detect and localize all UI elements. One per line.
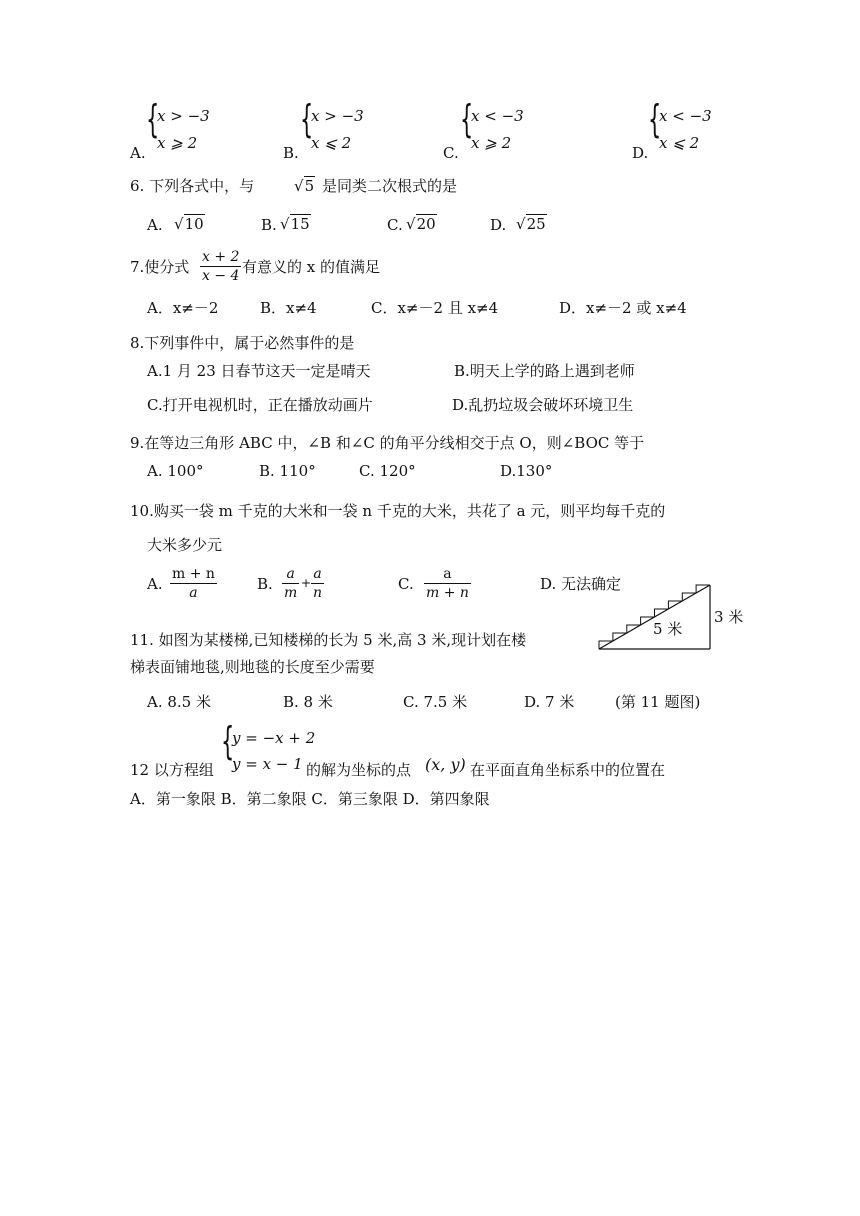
sqrt-icon: √	[294, 177, 304, 195]
q5-option-d-letter: D.	[632, 144, 649, 162]
q9-option-a: A. 100°	[147, 462, 204, 480]
q6-option-c-letter: C.	[387, 216, 403, 234]
q9-stem: 9.在等边三角形 ABC 中，∠B 和∠C 的角平分线相交于点 O，则∠BOC 等于	[130, 434, 645, 452]
q7-option-a: A．x≠－2	[147, 299, 219, 317]
q5-option-d-system: { x < −3 x ⩽ 2	[648, 97, 712, 152]
q7-suffix: 有意义的 x 的值满足	[242, 258, 380, 276]
q11-option-b: B. 8 米	[283, 693, 333, 711]
q10-option-b-plus: +	[301, 576, 312, 590]
q7-fraction: $\frac{x + 2}{x - 4}$	[202, 249, 240, 284]
q5-option-c-system: { x < −3 x ⩾ 2	[460, 97, 524, 152]
q10-stem-line1: 10.购买一袋 m 千克的大米和一袋 n 千克的大米，共花了 a 元，则平均每千克的	[130, 502, 666, 520]
q6-suffix: 是同类二次根式的是	[322, 177, 458, 195]
q6-option-b-radical: √15	[280, 215, 310, 233]
brace-icon: {	[648, 97, 662, 141]
q6-option-d-letter: D.	[490, 216, 507, 234]
sqrt-icon: √	[516, 215, 526, 233]
q11-caption: (第 11 题图)	[615, 693, 701, 711]
q10-option-c-fraction: $\frac{a}{m + n}$	[426, 566, 469, 601]
q9-option-b: B. 110°	[259, 462, 316, 480]
sqrt-icon: √	[280, 215, 290, 233]
q6-stem-radical: √5	[294, 177, 315, 195]
q6-option-c-radical: √20	[406, 215, 436, 233]
q7-prefix: 7.使分式	[130, 258, 190, 276]
q8-stem: 8.下列事件中，属于必然事件的是	[130, 334, 355, 352]
q7-option-b: B．x≠4	[260, 299, 317, 317]
q8-option-c: C.打开电视机时，正在播放动画片	[147, 396, 373, 414]
brace-icon: {	[146, 97, 160, 141]
q5-option-b-system: { x > −3 x ⩽ 2	[300, 97, 364, 152]
q11-stem-line2: 梯表面铺地毯,则地毯的长度至少需要	[130, 658, 375, 676]
q10-option-d: D. 无法确定	[540, 575, 622, 593]
q10-stem-line2: 大米多少元	[147, 536, 223, 554]
q12-options: A．第一象限 B．第二象限 C．第三象限 D．第四象限	[130, 790, 490, 808]
q6-option-a-radical: √10	[174, 215, 204, 233]
q5-option-a-system: { x > −3 x ⩾ 2	[146, 97, 210, 152]
q10-option-a-letter: A.	[147, 575, 163, 593]
staircase-figure	[598, 584, 758, 652]
brace-icon: {	[221, 719, 235, 763]
q8-option-a: A.1 月 23 日春节这天一定是晴天	[147, 362, 371, 380]
q12-suffix: 在平面直角坐标系中的位置在	[470, 761, 666, 779]
q5-option-c-letter: C.	[443, 144, 459, 162]
brace-icon: {	[460, 97, 474, 141]
q11-option-a: A. 8.5 米	[147, 693, 211, 711]
sqrt-icon: √	[174, 215, 184, 233]
q10-option-c-letter: C.	[398, 575, 414, 593]
q8-option-b: B.明天上学的路上遇到老师	[454, 362, 635, 380]
q7-option-d: D．x≠－2 或 x≠4	[559, 299, 687, 317]
q11-option-c: C. 7.5 米	[403, 693, 468, 711]
q11-option-d: D. 7 米	[524, 693, 575, 711]
q12-prefix: 12 以方程组	[130, 761, 214, 779]
q6-option-a-letter: A.	[147, 216, 163, 234]
sqrt-icon: √	[406, 215, 416, 233]
q5-option-a-letter: A.	[130, 144, 146, 162]
staircase-length-label: 5 米	[653, 620, 683, 638]
q12-middle: 的解为坐标的点	[306, 761, 412, 779]
q8-option-d: D.乱扔垃圾会破坏环境卫生	[452, 396, 634, 414]
q6-option-d-radical: √25	[516, 215, 546, 233]
brace-icon: {	[300, 97, 314, 141]
q12-point: (x, y)	[425, 755, 466, 774]
staircase-height-label: 3 米	[714, 608, 744, 626]
q5-option-b-letter: B.	[283, 144, 299, 162]
q6-prefix: 6. 下列各式中，与	[130, 177, 255, 195]
q9-option-d: D.130°	[500, 462, 553, 480]
q11-stem-line1: 11. 如图为某楼梯,已知楼梯的长为 5 米,高 3 米,现计划在楼	[130, 631, 527, 649]
q7-option-c: C．x≠－2 且 x≠4	[371, 299, 499, 317]
q10-option-b-fraction-1: $\frac{a}{m}$	[284, 566, 298, 601]
q10-option-a-fraction: $\frac{m + n}{a}$	[172, 566, 215, 601]
q12-equation-system: { y = −x + 2 y = x − 1	[221, 719, 316, 773]
q10-option-b-fraction-2: $\frac{a}{n}$	[313, 566, 323, 601]
q9-option-c: C. 120°	[359, 462, 416, 480]
q10-option-b-letter: B.	[257, 575, 273, 593]
q6-option-b-letter: B.	[261, 216, 277, 234]
